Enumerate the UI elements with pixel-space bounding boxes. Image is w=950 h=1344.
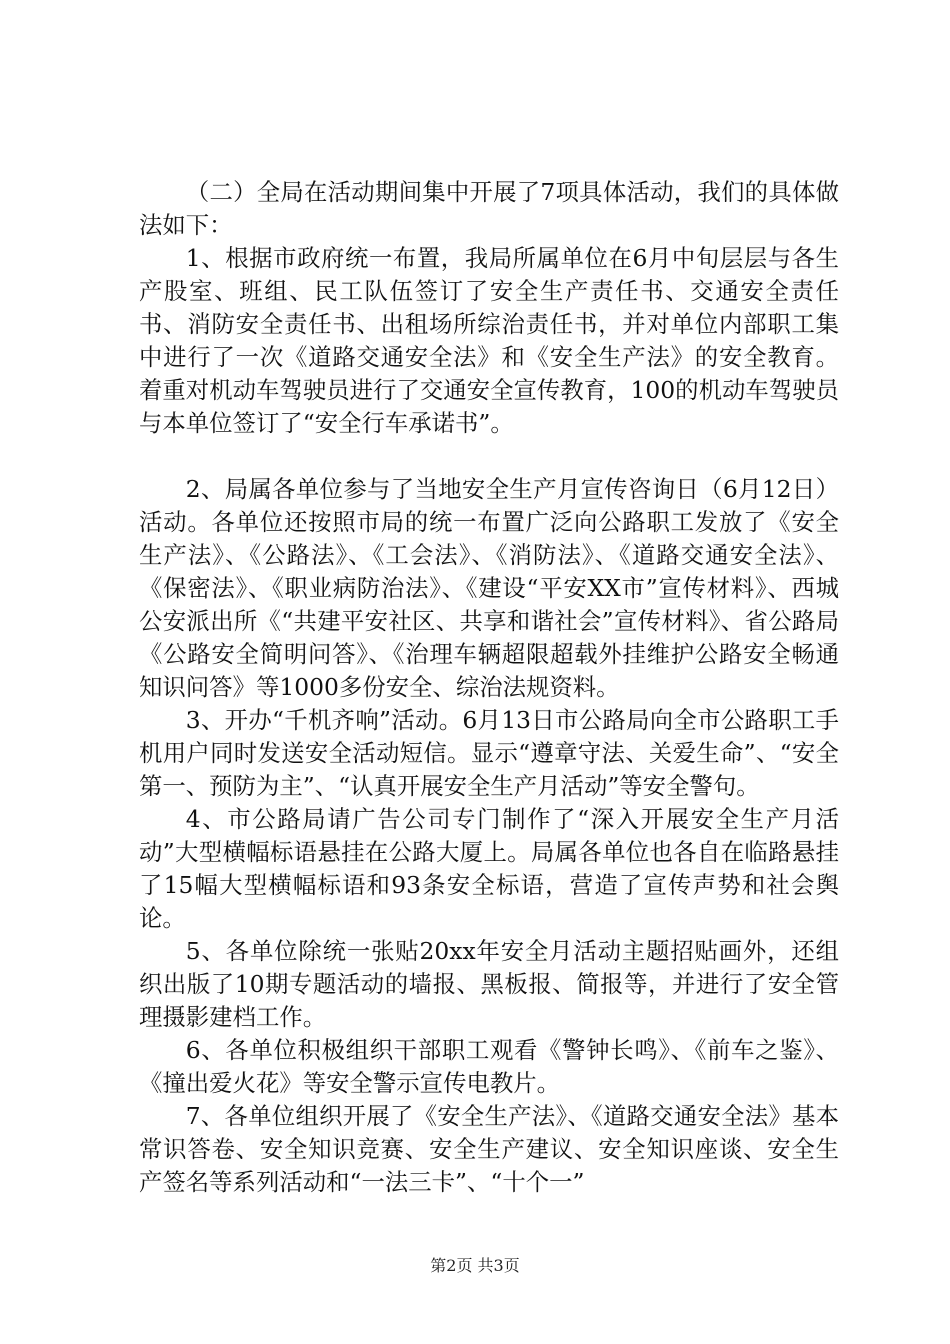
paragraph-intro: （二）全局在活动期间集中开展了7项具体活动，我们的具体做法如下： bbox=[139, 178, 839, 239]
paragraph-item-5: 5、各单位除统一张贴20xx年安全月活动主题招贴画外，还组织出版了10期专题活动的墙报、黑板报、简报等，并进行了安全管理摄影建档工作。 bbox=[139, 937, 839, 1031]
paragraph-item-6: 6、各单位积极组织干部职工观看《警钟长鸣》、《前车之鉴》、《撞出爱火花》等安全警示宣传电教片。 bbox=[139, 1036, 839, 1097]
paragraph-item-7: 7、各单位组织开展了《安全生产法》、《道路交通安全法》基本常识答卷、安全知识竞赛、安全生产建议、安全知识座谈、安全生产签名等系列活动和“一法三卡”、“十个一” bbox=[139, 1102, 839, 1196]
paragraph-item-1: 1、根据市政府统一布置，我局所属单位在6月中旬层层与各生产股室、班组、民工队伍签订了安全生产责任书、交通安全责任书、消防安全责任书、出租场所综治责任书，并对单位内部职工集中进行了一次《道路交通安全法》和《安全生产法》的安全教育。着重对机动车驾驶员进行了交通安全宣传教育，100的机动车驾驶员与本单位签订了“安全行车承诺书”。 bbox=[139, 244, 839, 437]
page-footer bbox=[0, 1256, 950, 1276]
paragraph-item-2: 2、局属各单位参与了当地安全生产月宣传咨询日（6月12日）活动。各单位还按照市局的统一布置广泛向公路职工发放了《安全生产法》、《公路法》、《工会法》、《消防法》、《道路交通安全法》、《保密法》、《职业病防治法》、《建设“平安XX市”宣传材料》、西城公安派出所《“共建平安社区、共享和谐社会”宣传材料》、省公路局《公路安全简明问答》、《治理车辆超限超载外挂维护公路安全畅通知识问答》等1000多份安全、综治法规资料。 bbox=[139, 475, 839, 701]
page-number: 第2页 共3页 bbox=[430, 1256, 520, 1275]
paragraph-item-4: 4、市公路局请广告公司专门制作了“深入开展安全生产月活动”大型横幅标语悬挂在公路大厦上。局属各单位也各自在临路悬挂了15幅大型横幅标语和93条安全标语，营造了宣传声势和社会舆论。 bbox=[139, 805, 839, 932]
document-body bbox=[139, 176, 839, 1199]
paragraph-item-3: 3、开办“千机齐响”活动。6月13日市公路局向全市公路职工手机用户同时发送安全活动短信。显示“遵章守法、关爱生命”、“安全第一、预防为主”、“认真开展安全生产月活动”等安全警句。 bbox=[139, 706, 839, 800]
